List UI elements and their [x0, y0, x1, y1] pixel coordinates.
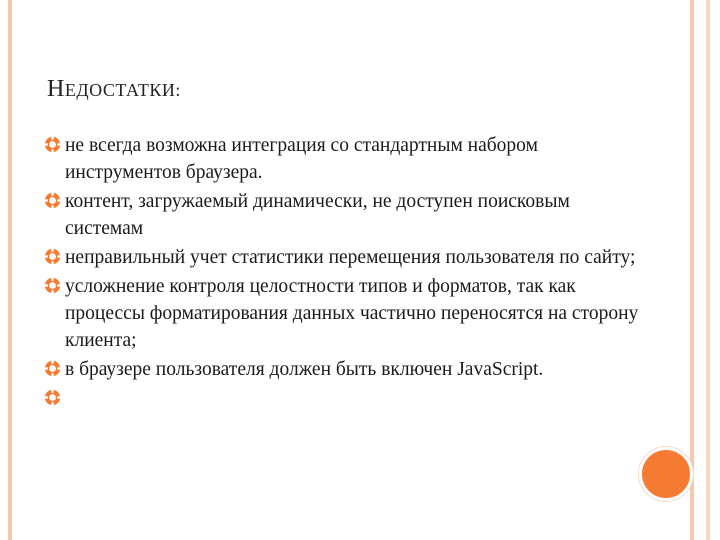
- left-frame-line: [8, 0, 12, 540]
- slide-title-initial: Н: [47, 76, 65, 102]
- gear-bullet-icon: [44, 277, 61, 294]
- gear-bullet-icon: [44, 136, 61, 153]
- slide-title-rest: ЕДОСТАТКИ:: [64, 80, 181, 100]
- slide-title: [47, 76, 181, 103]
- bullet-list: [44, 132, 644, 414]
- bullet-item: [44, 188, 644, 242]
- bullet-text: контент, загружаемый динамически, не доступен поисковым системам: [65, 191, 570, 239]
- right-frame-line-inner: [690, 0, 694, 540]
- bullet-text: неправильный учет статистики перемещения пользователя по сайту;: [65, 247, 636, 268]
- bullet-text: [65, 385, 644, 412]
- gear-bullet-icon: [44, 248, 61, 265]
- bullet-item: [44, 244, 644, 271]
- bullet-item: [44, 273, 644, 354]
- bullet-item: [44, 132, 644, 186]
- gear-bullet-icon: [44, 192, 61, 209]
- bullet-text: усложнение контроля целостности типов и форматов, так как процессы форматирования данных частично переносятся на сторону клиента;: [65, 276, 639, 351]
- bullet-text: в браузере пользователя должен быть включен JavaScript.: [65, 359, 544, 380]
- gear-bullet-icon: [44, 389, 61, 406]
- bullet-text: не всегда возможна интеграция со стандартным набором инструментов браузера.: [65, 135, 538, 183]
- bullet-item-empty: [44, 385, 644, 412]
- orange-circle-decoration: [639, 447, 693, 501]
- right-frame-line-outer: [706, 0, 710, 540]
- gear-bullet-icon: [44, 360, 61, 377]
- bullet-item: [44, 356, 644, 383]
